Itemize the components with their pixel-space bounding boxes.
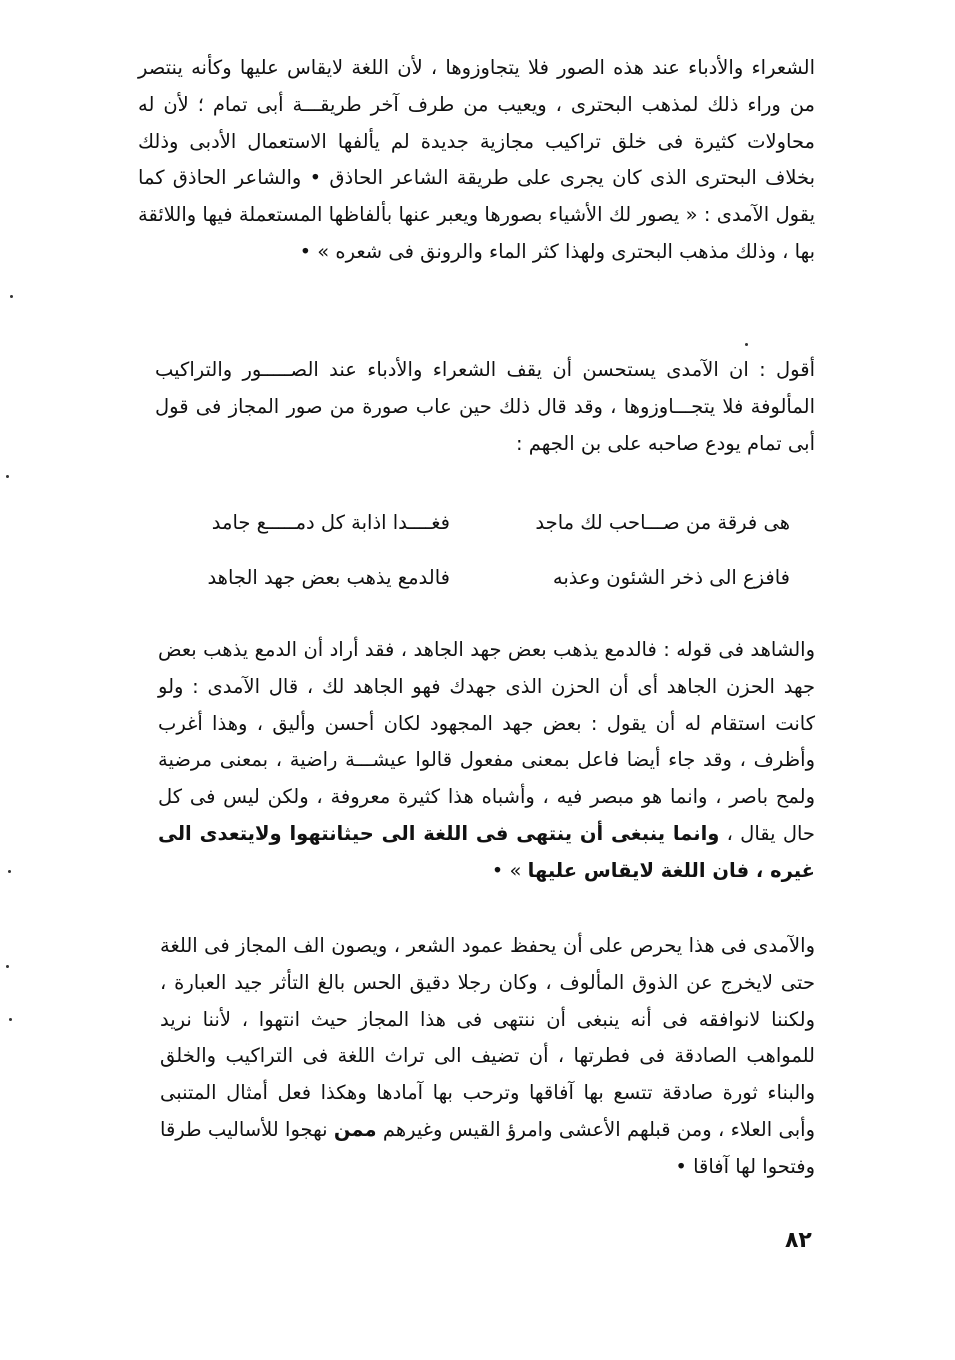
paragraph-4-text: والآمدى فى هذا يحرص على أن يحفظ عمود الشعر ، ويصون الف المجاز فى اللغة حتى لايخرج عن الذوق المألوف ، وكان رجلا دقيق الحس بالغ التأثر جيد العبارة ، ولكننا لانوافقه فى أنه ينبغى أن ننتهى فى هذا المجاز حيث انتهوا ، لأننا نريد للمواهب الصادقة فى فطرتها ، أن تضيف الى تراث اللغة فى التراكيب والخلق والبناء ثورة صادقة تتسع بها آفاقها وترحب بها آمادها وهكذا فعل أمثال المتنبى وأبى العلاء ، ومن قبلهم الأعشى وامرؤ القيس وغيرهم xyxy=(160,934,815,1141)
scan-speck xyxy=(6,965,9,968)
paragraph-3-text: والشاهد فى قوله : فالدمع يذهب بعض جهد الجاهد ، فقد أراد أن الدمع يذهب بعض جهد الحزن الجاهد أى أن الحزن الذى جهدك فهو الجاهد لك ، قال الآمدى : ولو كانت استقام له أن يقول : بعض جهد المجهود لكان أحسن وأليق ، وهذا أغرب وأظرف ، وقد جاء أيضا فاعل بمعنى مفعول قالوا عيشـــة راضية ، بمعنى مرضية ولمح باصر ، وانما هو مبصر فيه ، وأشباه هذا كثيرة معروفة ، ولكن ليس فى كل حال يقال ، xyxy=(158,638,815,845)
verse-1-second-hemistich: فغــــدا اذابة كل دمـــــع جامد xyxy=(211,511,450,534)
scan-speck xyxy=(10,295,13,298)
paragraph-2: أقول : ان الآمدى يستحسن أن يقف الشعراء والأدباء عند الصـــــور والتراكيب المألوفة فلا يتجـــاوزوها ، وقد قال ذلك حين عاب صورة من صور المجاز فى قول أبى تمام يودع صاحبه على بن الجهم : xyxy=(155,358,815,455)
scan-speck xyxy=(745,343,748,346)
verse-1-first-hemistich: هى فرقة من صـــاحب لك ماجد xyxy=(535,511,790,534)
paragraph-3 xyxy=(158,632,815,890)
paragraph-4 xyxy=(160,928,815,1186)
paragraph-4-bold-word: ممن xyxy=(333,1117,377,1141)
verse-2-first-hemistich: فافزع الى ذخر الشئون وعذبه xyxy=(552,566,790,589)
page-number: ٨٢ xyxy=(785,1228,812,1253)
scan-speck xyxy=(8,870,11,873)
scan-speck xyxy=(6,475,9,478)
paragraph-3-bold-quote: وانما ينبغى أن ينتهى فى اللغة الى حيثانتهوا ولايتعدى الى غيره ، فان اللغة لايقاس عليها xyxy=(158,821,815,882)
scan-speck xyxy=(9,1018,12,1021)
verse-2-second-hemistich: فالدمع يذهب بعض جهد الجاهد xyxy=(207,566,450,589)
paragraph-4-end: نهجوا للأساليب طرقا وفتحوا لها آفاقا • xyxy=(160,1117,815,1178)
paragraph-3-end: » • xyxy=(491,858,528,882)
paragraph-1: الشعراء والأدباء عند هذه الصور فلا يتجاوزوها ، لأن اللغة لايقاس عليها وكأنه ينتصر من وراء ذلك لمذهب البحترى ، ويعيب من طرف آخر طريقـــة أبى تمام ؛ لأن له محاولات كثيرة فى خلق تراكيب مجازية جديدة لم يألفها الاستعمال الأدبى وذلك بخلاف البحترى الذى كان يجرى على طريقة الشاعر الحاذق • والشاعر الحاذق كما يقول الآمدى : « يصور لك الأشياء بصورها ويعبر عنها بألفاظها المستعملة فيها واللائقة بها ، وذلك مذهب البحترى ولهذا كثر الماء والرونق فى شعره » • xyxy=(138,56,815,263)
